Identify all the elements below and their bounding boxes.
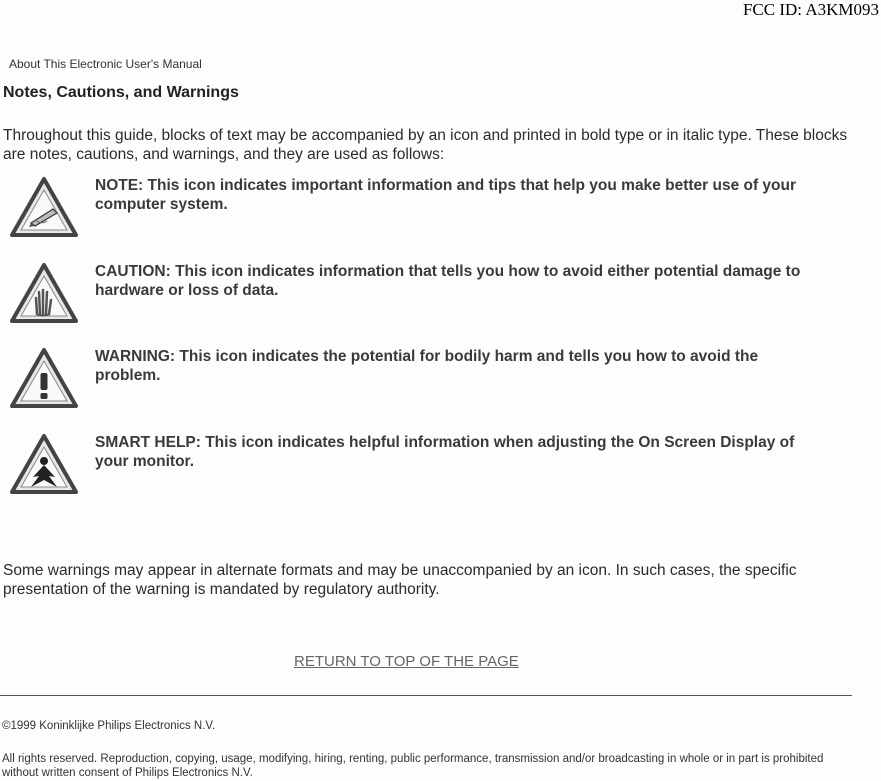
alternate-formats-paragraph: Some warnings may appear in alternate formats and may be unaccompanied by an icon. In such cases, the specific presentation of the warning is mandated by regulatory authority. (3, 562, 797, 598)
note-text: NOTE: This icon indicates important information and tips that help you make better use of your computer system. (95, 177, 797, 213)
fcc-id-label: FCC ID: A3KM093 (742, 0, 879, 19)
warning-exclamation-triangle-icon (9, 347, 79, 409)
copyright-text: ©1999 Koninklijke Philips Electronics N.V. (2, 720, 216, 732)
smart-help-block (9, 433, 869, 505)
footer-divider (0, 695, 852, 696)
caution-text: CAUTION: This icon indicates information that tells you how to avoid either potential damage to hardware or loss of data. (95, 263, 801, 299)
intro-paragraph: Throughout this guide, blocks of text may be accompanied by an icon and printed in bold type or in italic type. These blocks are notes, cautions, and warnings, and they are used as follows: (3, 127, 848, 163)
smart-help-figure-triangle-icon (9, 433, 79, 495)
caution-block (9, 262, 869, 334)
caution-hand-triangle-icon (9, 262, 79, 324)
smart-help-text: SMART HELP: This icon indicates helpful information when adjusting the On Screen Display of your monitor. (95, 434, 795, 470)
note-block (9, 176, 869, 248)
warning-block (9, 347, 869, 419)
note-pencil-triangle-icon (9, 176, 79, 238)
return-to-top-link[interactable]: RETURN TO TOP OF THE PAGE (294, 653, 519, 670)
warning-text: WARNING: This icon indicates the potential for bodily harm and tells you how to avoid the problem. (95, 348, 759, 384)
page-title: Notes, Cautions, and Warnings (3, 84, 239, 101)
breadcrumb: About This Electronic User's Manual (9, 57, 202, 71)
rights-text: All rights reserved. Reproduction, copying, usage, modifying, hiring, renting, public performance, transmission and/or broadcasting in whole or in part is prohibited without written consent of Philips Electronics N.V. (2, 753, 824, 779)
